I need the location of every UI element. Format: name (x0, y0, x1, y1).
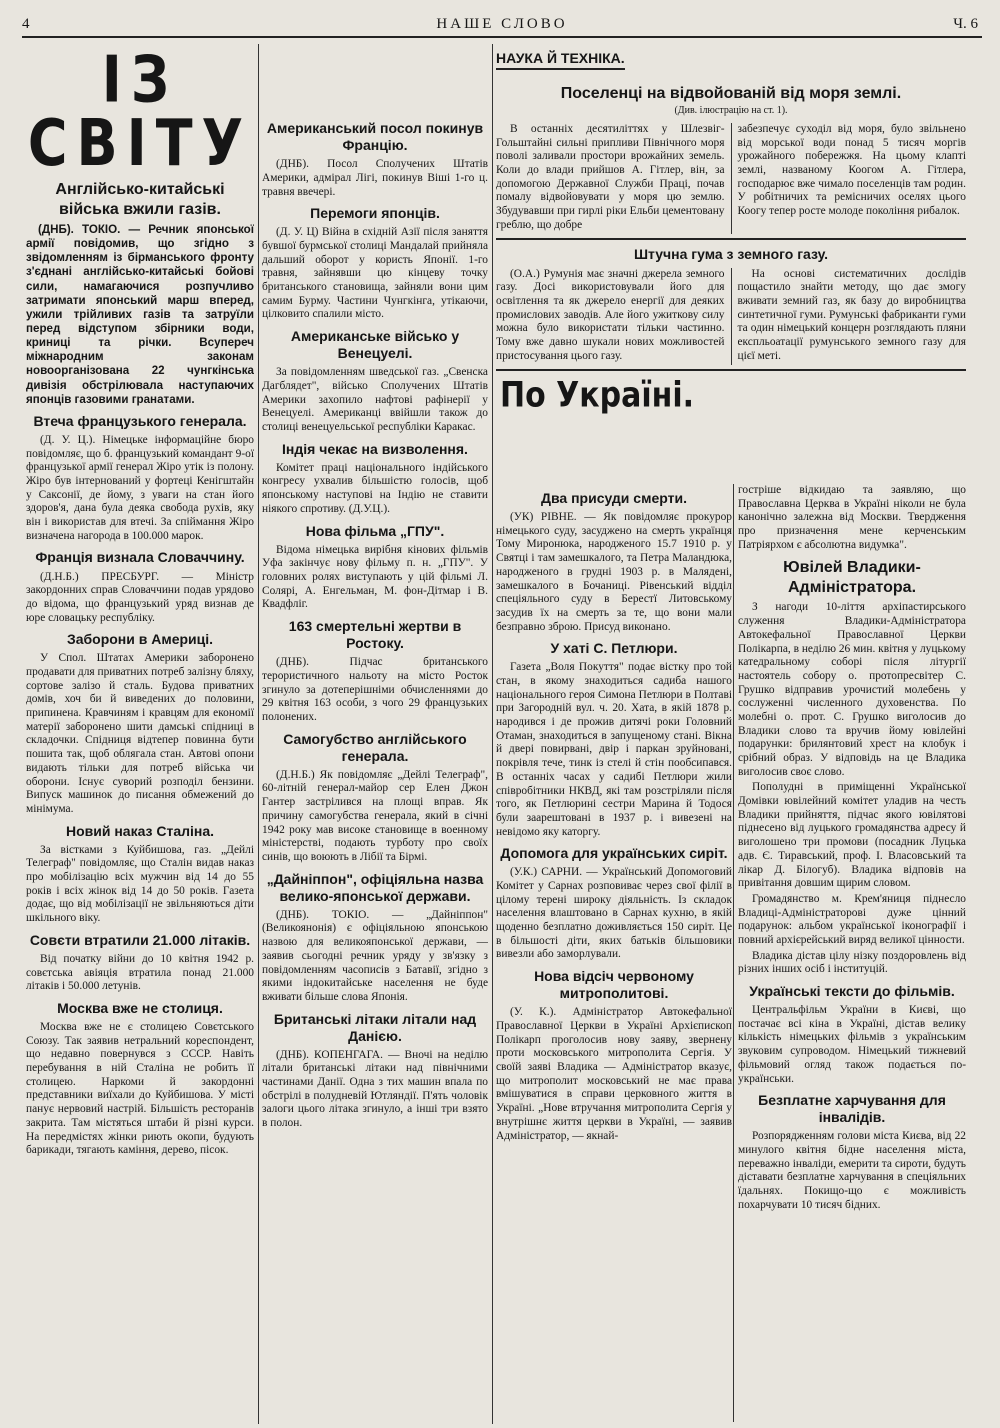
article-text: (У. К.). Адміністратор Автокефальної Православної Церкви в Україні Архієпископ Полікарп проголосив нову заяву, звернену проти московського митрополита Сергія. У своїй заяві Владика — Адміністратор вказує, що митрополит московський не має права вмішуватися в справи церковного життя в Україні. „Нове втручання митрополита Сергія у внутрішнє життя церкви в Україні, — заявив Адміністратор, — якнай- (496, 1006, 732, 1142)
headline: Нова фільма „ГПУ". (305, 522, 445, 539)
article-text: Від початку війни до 10 квітня 1942 р. совєтська авіяція втратила понад 21.000 літаків і 50.000 летунів. (26, 952, 254, 993)
headline: Нова відсіч червоному митрополитові. (534, 968, 694, 1002)
article-text: Відома німецька вирібня кінових фільмів Уфа закінчує нову фільму п. н. „ГПУ". У головних ролях виступають у цій фільмі Л. Солярі, А. Енгельман, М. фон-Дітмар і В. Квадфліг. (262, 543, 488, 611)
headline: Американський посол покинув Францію. (266, 120, 484, 154)
illustration-note: (Див. ілюстрацію на ст. 1). (674, 104, 788, 116)
headline: Українські тексти до фільмів. (749, 983, 955, 1000)
two-column-text (496, 268, 966, 366)
issue-number: Ч. 6 (953, 16, 978, 32)
article-text: гостріше відкидаю та заявляю, що Православна Церква в Україні ніколи не була канонічно залежна від Москви. Твердження про призначення мене керченським Патріярхом є абсолютна видумка". (738, 484, 966, 551)
headline: Поселенці на відвойованій від моря землі. (560, 84, 902, 102)
column-divider (258, 44, 259, 1424)
article-text: (Д.Н.Б.) Як повідомляє „Дейлі Телеграф", 60-літній генерал-майор сер Елен Джон Гантер застрілився на площі вправ. Як причину самогубства генерала, який в січні 1942 року мав високе становище в военному міністерстві, подають турботу про своїх синів, що воюють в Лібії та Бірмі. (262, 768, 488, 863)
article-text: (У.К.) САРНИ. — Український Допомоговий Комітет у Сарнах розповиває через свої філії в цілому терені широку діяльність. Із складок населення влаштовано в Сарнах кухню, в якій щоденно безплатно доживляється 150 сиріт. Це в більшості діти, яких батьків більшовики вивезли або заморлували. (496, 866, 732, 961)
headline: У хаті С. Петлюри. (550, 640, 678, 657)
headline: 163 смертельні жертви в Ростоку. (288, 618, 462, 652)
headline: Самогубство англійського генерала. (283, 730, 467, 764)
column-1 (26, 44, 254, 1422)
headline: Англійсько-китайські війська вжили газів. (55, 181, 225, 218)
headline: „Дайніппон", офіціяльна назва велико-японської держави. (266, 870, 484, 904)
article-text: Комітет праці національного індійського конгресу ухвалив більшістю голосів, щоб японському наступові на Індію не ставити ніякого спротиву. (Д.У.Ц.). (262, 461, 488, 515)
article-text: (Д.Н.Б.) ПРЕСБУРГ. — Міністр закордонних справ Словаччини подав урядово до відома, що французький уряд визнав де юре словацьку республіку. (26, 570, 254, 624)
headline: Москва вже не столиця. (57, 999, 223, 1016)
article-text: У Спол. Штатах Америки заборонено продавати для приватних потреб залізну бляху, сортове залізо й сталь. Будова приватних домів, хоч би й виведених до половини, припинена. Кравчиням і кравцям для економії матерії заборонено шити дамські спідниці в складочки. Спідниця відтепер повинна бути пошита так, щоб облягала стан. Автові опони видають тільки для потреб війська чи оборони. Існує суворий розподіл бензини. Випуск машинок до писання обмежений до мінімума. (26, 652, 254, 815)
article-text: (ДНБ). Підчас британського терористичного нальоту на місто Росток згинуло за дотеперішніми обчисленнями до 29 квітня 163 особи, з чого 29 французьких полонених. (262, 656, 488, 723)
article-text: На основі систематичних дослідів пощастило знайти методу, що дає змогу вживати земний газ, як базу до виробництва синтетичної гуми. Румунські фабриканти гуми та один німецький концерн розглядають пляни експльоатації румунського земного газу для цієї меті. (737, 267, 966, 362)
headline: Заборони в Америці. (66, 631, 214, 648)
section-title-ukraine: По Україні. (500, 375, 695, 416)
article-text: Розпорядженням голови міста Києва, від 22 минулого квітня бідне населення міста, переважно інваліди, емерити та сироти, будуть діставати безплатне харчування в спеціяльних їдальнях. Покищо-що є можливість похарчувати 10 тисяч бідних. (738, 1130, 966, 1211)
section-label: НАУКА Й ТЕХНІКА. (496, 48, 625, 70)
column-divider (733, 484, 734, 1422)
article-text: (УК) РІВНЕ. — Як повідомляє прокурор німецького суду, засуджено на смерть українця Тому Миронюка, народженого 15.7 1910 р. у Святці і там замешкалого, та Петра Маландюка, народженого в грудні 1903 р. в Малядені, замешкалого в Бочаниці. Рівенський відділ спеціяльного суду в Берестї Литовському засудив їх на смерть за те, що вони мали безправно зброю. Присуд виконано. (496, 511, 732, 633)
article-text: За повідомленням шведської газ. „Свенска Дагблядет", військо Сполучених Штатів Америки захопило нафтові рафінерії у Венецуелі. Американці ввійшли також до столиці венецуельської республіки Каракас. (262, 366, 488, 434)
column-divider (492, 44, 493, 1424)
paper-name: НАШЕ СЛОВО (436, 16, 568, 32)
article-text: Газета „Воля Покуття" подає вістку про той стан, в якому знаходиться садиба нашого національного героя Симона Петлюри в Полтаві при Загородній вул. ч. 20. Хата, в якій 1878 р. народився і де прожив дитячі роки Головний Отаман, знаходиться в запущеному стані. Вікна й двері повирвані, двір і паркан зруйновані, покрівля тече, тинк із стелі й стін пообсипався. В останніх часах у садибі Петлюри жили співробітники НКВД, які там розстріляли після того, як Петлюрині сестри Марина й Тодося були заарештовані в 1937 р. і вивезені на невідомо яку каторгу. (496, 661, 732, 838)
headline: Британські літаки літали над Данією. (273, 1010, 477, 1044)
headline: Штучна гума з земного газу. (633, 246, 829, 263)
article-text: (Д. У. Ц.). Німецьке інформаційне бюро повідомляє, що б. французький командант 9-ої французької армії генерал Жіро утік із полону. Жіро був інтернований у фортеці Кенігштайн у Саксонії, де йому, з уваги на стан його здоров'я, дана була деяка свобода рухів, яку він і використав для втечі. За спіймання Жіро визначена нагорода в 100.000 марок. (26, 433, 254, 542)
headline: Совєти втратили 21.000 літаків. (29, 931, 251, 948)
article-text: За вістками з Куйбишова, газ. „Дейлі Телеграф" повідомляє, що Сталін видав наказ про мобілізацію всіх мужчин від 14 до 55 років і всіх жінок від 14 до 50 років. Газета додає, що від мобілізації не звільняються діти шкільного віку. (26, 843, 254, 925)
headline: Перемоги японців. (310, 205, 440, 222)
article-text: З нагоди 10-ліття архіпастирського служення Владики-Адміністратора Автокефальної Православної Церкви Полікарпа, в неділю 26 мин. квітня у луцькому катедральному соборі після літургії настоятель собору о. протопресвітер С. Грушко відправив урочистий молебень у сослуженні численного духовенства. По молебні о. прот. С. Грушко виголосив до Владики слово та вручив йому ювілейні подарунки: брилянтовий хрест на клобук і срібний образ. У відповідь на це Владика виголосив своє слово. (738, 601, 966, 778)
headline: Американське військо у Венецуелі. (290, 328, 460, 362)
section-logo: ІЗ СВІТУ (27, 44, 253, 181)
article-text: Москва вже не є столицею Совєтського Союзу. Так заявив нетральний кореспондент, що недавно повернувся з СССР. Навіть перебування в ній Сталіна не робить її столицею. Наркоми й закордонні представники виїхали до Куйбишова. У місті панує нервовий настрій. Більшість ресторанів закрита. Там містяться штаби й різні курси. На передмістях жінки риють окопи, будують барикади, тягають каміння, дерево, пісок. (26, 1021, 254, 1157)
headline: Допомога для українських сиріт. (500, 845, 728, 862)
headline: Новий наказ Сталіна. (65, 822, 215, 839)
article-text: (ДНБ). Посол Сполучених Штатів Америки, адмірал Лігі, покинув Віші 1-го ц. травня ввечері. (262, 158, 488, 198)
article-text: забезпечує суходіл від моря, було звільнено від морської води понад 5 тисяч моргів урожайного побережжя. На цьому клапті землі, названому Коогом А. Гітлера, господарює вже чимало поселенців там родин. У робітничих та ремісничих оселях цього Коогу тепер росте молоде покоління рибалок. (737, 122, 966, 218)
article-text: (Д. У. Ц) Війна в східній Азії після заняття бувшої бурмської столиці Мандалай прийняла дальший оборот у користь Японії. 1-го травня, зайнявши цю кінцеву точку британського становища, зайняли вони цим самим Бурму. Частини Чунгкінга, утікаючи, цілковито спалили місто. (262, 226, 488, 321)
page-number: 4 (22, 16, 30, 32)
headline: Ювілей Владики-Адміністратора. (783, 559, 921, 596)
column-2 (262, 44, 488, 1422)
article-text: (ДНБ). КОПЕНГАГА. — Вночі на неділю літали британські літаки над північними частинами Данії. Одна з тих машин впала по обстрілі в полудневій Ютляндії. П'ять чоловік залоги цього літака згинуло, а інші три взято в полон. (262, 1048, 488, 1130)
article-text: В останніх десятиліттях у Шлезвіг-Гольштайні сильні припливи Північного моря поволі заливали простори врожайних земель. Коли до влади прийшов А. Гітлер, він, за допомогою Державної Служби Праці, почав помалу відвойовувати у моря цю землю. Збудувавши при гирлі ріки Ельби цементовану греблю, що добре (496, 122, 725, 231)
article-text: (ДНБ). ТОКІО. — „Дайніппон" (Великоянонія) є офіціяльною японською назвою для великояпонської держави, — заявив сьогодні речник уряду у зв'язку з повідомленням часописів з Батавії, згідно з якими індокитайське населення не буде вживати більше слова Японія. (262, 908, 488, 1003)
headline: Франція визнала Словаччину. (35, 549, 245, 566)
two-column-text (496, 123, 966, 235)
headline: Індія чекає на визволення. (282, 440, 468, 457)
article-text: Владика дістав цілу нізку поздоровлень від різних інших осіб і інституцій. (738, 949, 966, 976)
page-header (22, 14, 982, 38)
article-text: Центральфільм України в Києві, що постачає всі кіна в Україні, дістав велику кількість німецьких фільмів з українським звуковим супроводом. Німецький тижневий фільмовий огляд також подається по-українськи. (738, 1004, 966, 1085)
column-4 (738, 484, 966, 1422)
column-3 (496, 484, 732, 1422)
article-text: (О.А.) Румунія має значні джерела земного газу. Досі використовували його для освітлення та як джерело енергії для деяких промислових заводів. Але його ужиткову силу можна було використати тільки частинно. Тому вже давно шукали нових можливостей пристосування цього газу. (496, 267, 725, 362)
article-text: Громадянство м. Крем'яниця піднесло Владиці-Адміністраторові дуже цінний подарунок: альбом української іконографії і повний архієрейський виряд великої цінности. (738, 892, 966, 946)
article-text: Пополудні в приміщенні Української Домівки ювілейний комітет уладив на честь Владики прийняття, підчас якого ювілятові піднесено від луцького громадянства адресу й виголошено три промови (посадник Луцька адв. Є. Тиравський, проф. І. Власовський та лікар Д. Білогуб). Владика відповів на привітання довшим щирим словом. (738, 781, 966, 890)
headline: Безплатне харчування для інвалідів. (758, 1092, 946, 1126)
headline: Втеча французького генерала. (33, 412, 247, 429)
article-text: (ДНБ). ТОКІО. — Речник японської армії повідомив, що згідно з звідомленням із бірманського фронту з'єднані англійсько-китайські бойові сили, намагаючися розпучливо затримати японський марш вперед, ужили трійливих газів та затруїли перед відступом збірники води, криниці та річки. Всупереч міжнародним законам новоорганізована 22 чунгкінська дивізія обстрілювала наступаючих японців газовими гранатами. (26, 223, 254, 406)
science-section (496, 44, 966, 484)
headline: Два присуди смерти. (541, 490, 687, 506)
